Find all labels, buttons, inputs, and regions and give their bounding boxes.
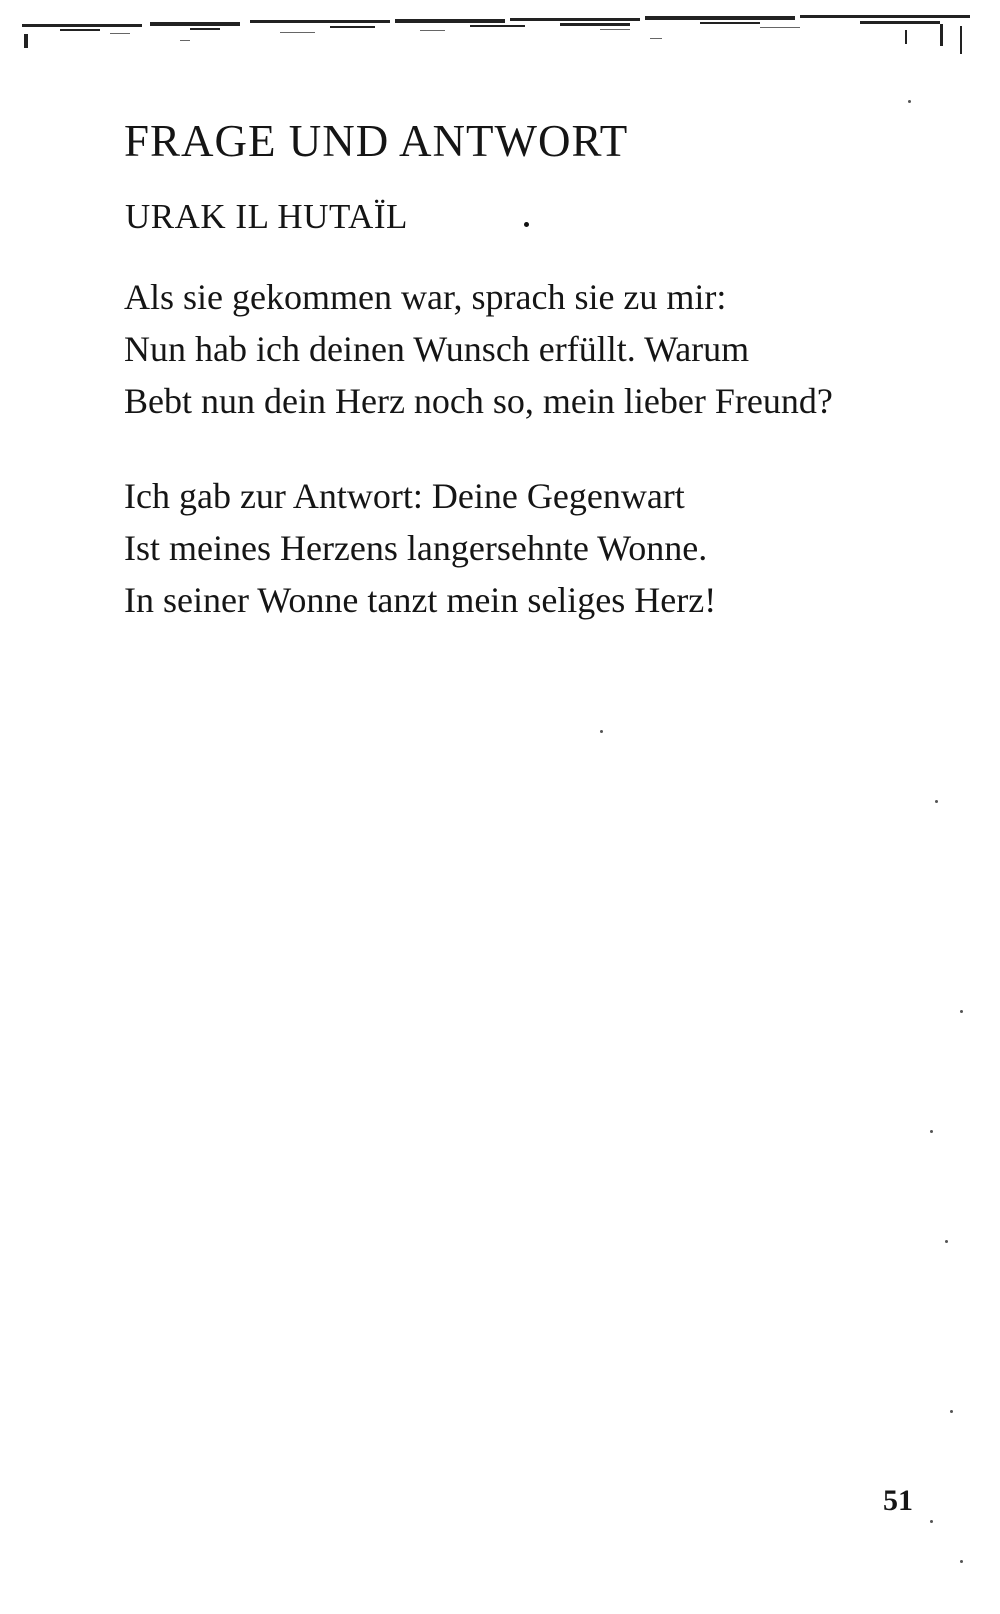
- scan-speck: [950, 1410, 953, 1413]
- verse-line: Nun hab ich deinen Wunsch erfüllt. Warum: [124, 329, 750, 369]
- scan-speck: [524, 222, 529, 227]
- verse-line: Bebt nun dein Herz noch so, mein lieber Freund?: [124, 381, 833, 421]
- verse-line: Als sie gekommen war, sprach sie zu mir:: [124, 277, 727, 317]
- verse-line: Ist meines Herzens langersehnte Wonne.: [124, 528, 708, 568]
- scan-speck: [960, 1560, 963, 1563]
- stanza-1: [124, 271, 833, 427]
- poem-title: FRAGE UND ANTWORT: [124, 116, 629, 166]
- scan-speck: [935, 800, 938, 803]
- verse-line: Ich gab zur Antwort: Deine Gegenwart: [124, 476, 685, 516]
- page-number: 51: [883, 1484, 913, 1517]
- stanza-2: [124, 470, 716, 626]
- verse-line: In seiner Wonne tanzt mein seliges Herz!: [124, 580, 717, 620]
- scan-edge-noise: [0, 0, 1000, 62]
- scan-speck: [960, 1010, 963, 1013]
- scan-speck: [908, 100, 911, 103]
- scan-speck: [930, 1520, 933, 1523]
- scan-speck: [945, 1240, 948, 1243]
- scan-speck: [930, 1130, 933, 1133]
- scan-speck: [600, 730, 603, 733]
- poem-author: URAK IL HUTAÏL: [125, 197, 408, 236]
